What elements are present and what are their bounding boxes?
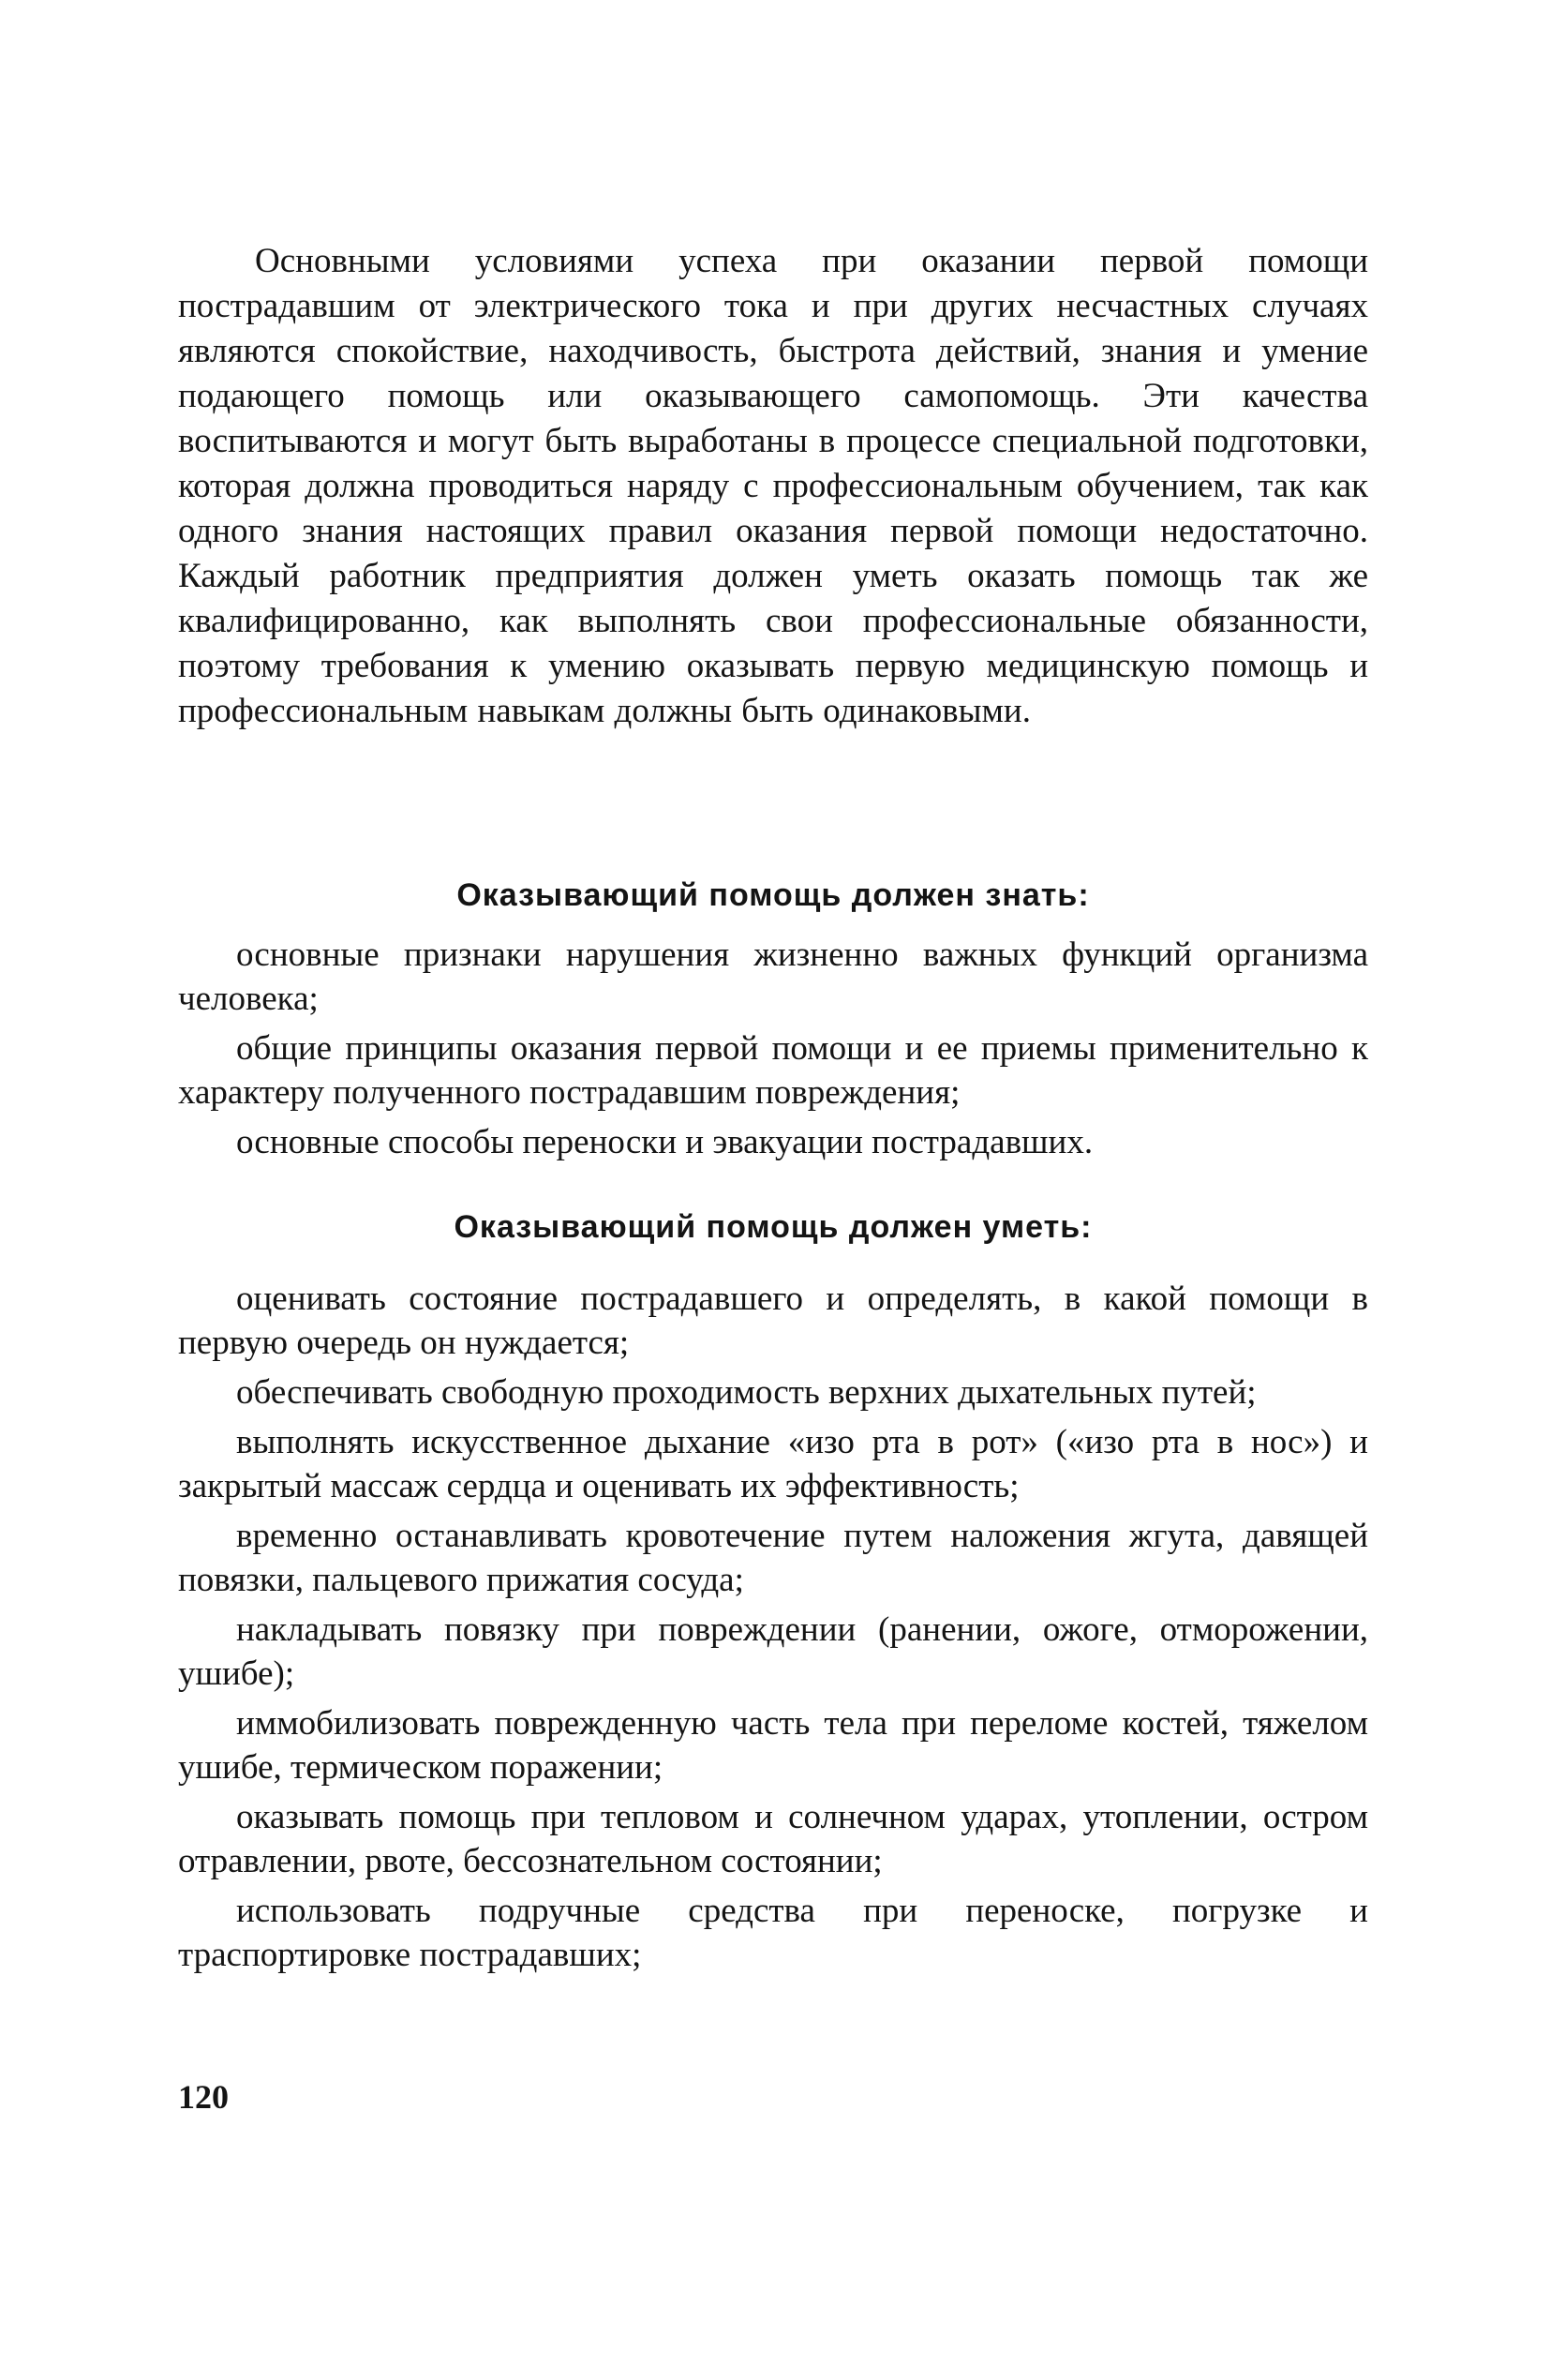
list-item: временно останавливать кровотечение путем наложения жгута, давящей повязки, пальцевого прижатия сосуда; <box>178 1517 1368 1599</box>
list-item: основные признаки нарушения жизненно важных функций организма человека; <box>178 936 1368 1018</box>
page-number: 120 <box>178 2078 229 2116</box>
list-item: использовать подручные средства при переноске, погрузке и траспортировке пострадавших; <box>178 1892 1368 1974</box>
section-heading-must-be-able: Оказывающий помощь должен уметь: <box>454 1209 1093 1245</box>
list-item: выполнять искусственное дыхание «изо рта в рот» («изо рта в нос») и закрытый массаж сердца и оценивать их эффективность; <box>178 1423 1368 1505</box>
list-item: основные способы переноски и эвакуации пострадавших. <box>236 1123 1094 1161</box>
list-item: оказывать помощь при тепловом и солнечном ударах, утоплении, остром отравлении, рвоте, бессознательном состоянии; <box>178 1798 1368 1880</box>
must-know-list <box>178 933 1368 1170</box>
list-item: обеспечивать свободную проходимость верхних дыхательных путей; <box>236 1373 1257 1412</box>
list-item: общие принципы оказания первой помощи и ее приемы применительно к характеру полученного пострадавшим повреждения; <box>178 1029 1368 1112</box>
intro-paragraph: Основными условиями успеха при оказании первой помощи пострадавшим от электрического тока и при других несчастных случаях являются спокойствие, находчивость, быстрота действий, знания и умение подающего помощь или оказывающего самопомощь. Эти качества воспитываются и могут быть выработаны в процессе специальной подготовки, которая должна проводиться наряду с профессиональным обучением, так как одного знания настоящих правил оказания первой помощи недостаточно. Каждый работник предприятия должен уметь оказать помощь так же квалифицированно, как выполнять свои профессиональные обязанности, поэтому требования к умению оказывать первую медицинскую помощь и профессиональным навыкам должны быть одинаковыми. <box>178 242 1368 730</box>
list-item: накладывать повязку при повреждении (ранении, ожоге, отморожении, ушибе); <box>178 1610 1368 1693</box>
list-item: иммобилизовать поврежденную часть тела при переломе костей, тяжелом ушибе, термическом поражении; <box>178 1704 1368 1787</box>
must-be-able-list <box>178 1277 1368 1983</box>
section-heading-must-know: Оказывающий помощь должен знать: <box>456 877 1090 913</box>
list-item: оценивать состояние пострадавшего и определять, в какой помощи в первую очередь он нуждается; <box>178 1280 1368 1362</box>
